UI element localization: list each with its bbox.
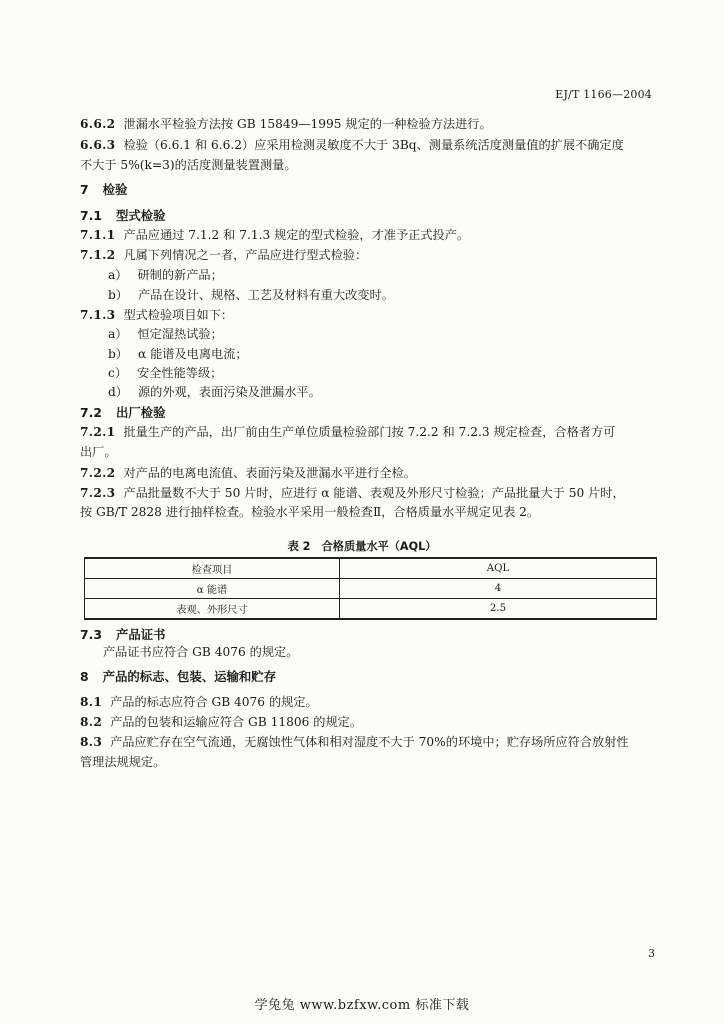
clause-text: 检验（6.6.1 和 6.6.2）应采用检测灵敏度不大于 3Bq、测量系统活度测量值的扩展不确定度 (123, 138, 624, 152)
clause-6-6-3-cont: 不大于 5%(k=3)的活度测量装置测量。 (80, 158, 297, 172)
clause-7-2-3-cont: 按 GB/T 2828 进行抽样检查。检验水平采用一般检查Ⅱ，合格质量水平规定见表 2。 (80, 505, 540, 519)
clause-8-3-cont: 管理法规规定。 (80, 755, 166, 769)
section-title: 产品证书 (115, 627, 166, 642)
list-text: 安全性能等级； (137, 366, 223, 380)
clause-8-2 (80, 713, 362, 731)
section-title: 产品的标志、包装、运输和贮存 (102, 669, 277, 684)
clause-text: 泄漏水平检验方法按 GB 15849—1995 规定的一种检验方法进行。 (123, 117, 492, 131)
page-number: 3 (648, 947, 655, 960)
clause-number: 7.1.1 (80, 228, 116, 242)
clause-number: 7.1.2 (80, 248, 116, 262)
list-item (108, 286, 394, 304)
clause-number: 7.2.3 (80, 486, 116, 500)
table-row (85, 579, 657, 599)
clause-7-1-2 (80, 246, 367, 264)
clause-8-3 (80, 733, 629, 751)
clause-7-3-text: 产品证书应符合 GB 4076 的规定。 (103, 645, 299, 659)
clause-7-2-2 (80, 464, 416, 482)
clause-7-2-1 (80, 423, 615, 441)
section-title: 型式检验 (115, 208, 166, 223)
list-item (108, 364, 222, 382)
clause-7-1-3 (80, 306, 233, 324)
clause-number: 6.6.2 (80, 117, 116, 131)
clause-number: 8.3 (80, 735, 103, 749)
list-marker: b） (108, 288, 128, 302)
section-number: 7.2 (80, 405, 102, 420)
list-item (108, 345, 248, 363)
clause-text: 对产品的电离电流值、表面污染及泄漏水平进行全检。 (123, 466, 416, 480)
table-cell: 表观、外形尺寸 (85, 599, 340, 620)
clause-number: 7.1.3 (80, 308, 116, 322)
section-title: 检验 (102, 182, 128, 197)
clause-text: 产品的标志应符合 GB 4076 的规定。 (110, 695, 318, 709)
section-number: 7 (80, 182, 89, 197)
clause-number: 7.2.2 (80, 466, 116, 480)
clause-number: 8.1 (80, 695, 103, 709)
list-item (108, 266, 223, 284)
section-number: 7.3 (80, 627, 102, 642)
list-marker: d） (108, 385, 128, 399)
list-text: 研制的新产品； (137, 268, 223, 282)
clause-text: 产品的包装和运输应符合 GB 11806 的规定。 (110, 715, 363, 729)
aql-table (84, 557, 657, 620)
section-8-heading (80, 668, 276, 686)
section-7-heading (80, 181, 127, 199)
table-cell: 2.5 (340, 599, 657, 620)
list-marker: c） (108, 366, 128, 380)
table-header-cell: 检查项目 (85, 558, 340, 579)
section-7-2-heading (80, 404, 166, 422)
table-cell: 4 (340, 579, 657, 599)
list-marker: a） (108, 268, 128, 282)
list-item (108, 325, 223, 343)
section-7-1-heading (80, 207, 166, 225)
list-item (108, 383, 321, 401)
clause-7-2-3 (80, 484, 625, 502)
table-header-cell: AQL (340, 558, 657, 579)
list-marker: a） (108, 327, 128, 341)
clause-number: 8.2 (80, 715, 103, 729)
clause-text: 产品批量数不大于 50 片时，应进行 α 能谱、表观及外形尺寸检验；产品批量大于 50 片时， (123, 486, 625, 500)
section-title: 出厂检验 (115, 405, 166, 420)
section-7-3-heading (80, 626, 166, 644)
clause-6-6-2 (80, 115, 492, 133)
table-header-row (85, 558, 657, 579)
footer-watermark[interactable]: 学兔兔 www.bzfxw.com 标准下载 (254, 998, 470, 1013)
clause-text: 凡属下列情况之一者，产品应进行型式检验： (123, 248, 368, 262)
list-text: 恒定湿热试验； (137, 327, 223, 341)
clause-7-1-1 (80, 226, 469, 244)
document-code: EJ/T 1166—2004 (555, 88, 652, 101)
clause-number: 6.6.3 (80, 138, 116, 152)
clause-6-6-3 (80, 136, 624, 154)
clause-8-1 (80, 693, 318, 711)
list-text: 产品在设计、规格、工艺及材料有重大改变时。 (138, 288, 394, 302)
table-cell: α 能谱 (85, 579, 340, 599)
section-number: 7.1 (80, 208, 102, 223)
list-text: 源的外观，表面污染及泄漏水平。 (138, 385, 321, 399)
clause-text: 批量生产的产品，出厂前由生产单位质量检验部门按 7.2.2 和 7.2.3 规定检查，合格者方可 (123, 425, 616, 439)
clause-number: 7.2.1 (80, 425, 116, 439)
section-number: 8 (80, 669, 89, 684)
clause-text: 型式检验项目如下： (123, 308, 234, 322)
table-title: 表 2 合格质量水平（AQL） (287, 540, 437, 553)
clause-text: 产品应通过 7.1.2 和 7.1.3 规定的型式检验，才准予正式投产。 (123, 228, 470, 242)
list-text: α 能谱及电离电流； (138, 347, 248, 361)
table-row (85, 599, 657, 620)
clause-text: 产品应贮存在空气流通，无腐蚀性气体和相对湿度不大于 70%的环境中；贮存场所应符合放射性 (110, 735, 629, 749)
list-marker: b） (108, 347, 128, 361)
clause-7-2-1-cont: 出厂。 (80, 445, 117, 459)
